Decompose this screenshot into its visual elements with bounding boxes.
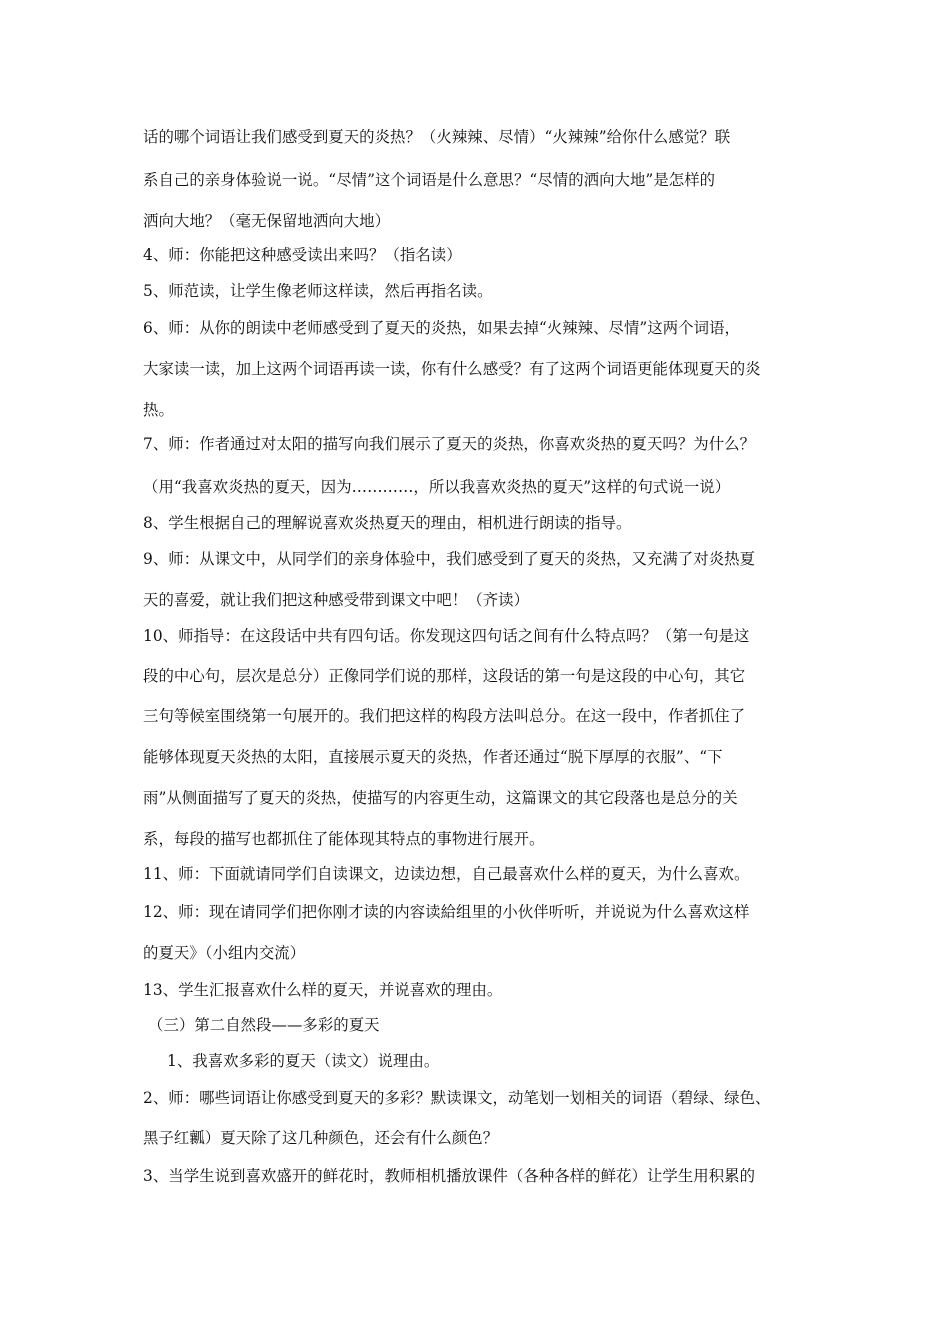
text-line: 7、师：作者通过对太阳的描写向我们展示了夏天的炎热，你喜欢炎热的夏天吗？为什么？ xyxy=(143,435,756,453)
text-line: 5、师范读，让学生像老师这样读，然后再指名读。 xyxy=(143,282,493,300)
text-line: 三句等候室围绕第一句展开的。我们把这样的构段方法叫总分。在这一段中，作者抓住了 xyxy=(143,707,746,725)
text-line: 能够体现夏天炎热的太阳，直接展示夏天的炎热，作者还通过“脱下厚厚的衣服”、“下 xyxy=(143,748,723,766)
text-line: 4、师：你能把这种感受读出来吗？（指名读） xyxy=(143,246,462,264)
text-line: 12、师：现在请同学们把你刚才读的内容读給组里的小伙伴听听，并说说为什么喜欢这样 xyxy=(143,903,750,921)
text-line: 6、师：从你的朗读中老师感受到了夏天的炎热，如果去掉“火辣辣、尽情”这两个词语， xyxy=(143,319,740,337)
text-line: 雨”从侧面描写了夏天的炎热，使描写的内容更生动，这篇课文的其它段落也是总分的关 xyxy=(143,789,738,807)
text-line: 1、我喜欢多彩的夏天（读文）说理由。 xyxy=(167,1052,440,1070)
text-line: 大家读一读，加上这两个词语再读一读，你有什么感受？有了这两个词语更能体现夏天的炎 xyxy=(143,360,761,378)
text-line: 2、师：哪些词语让你感受到夏天的多彩？默读课文，动笔划一划相关的词语（碧绿、绿色、 xyxy=(143,1089,771,1107)
text-line: 8、学生根据自己的理解说喜欢炎热夏天的理由，相机进行朗读的指导。 xyxy=(143,514,632,532)
text-line: （用“我喜欢炎热的夏天，因为…………，所以我喜欢炎热的夏天”这样的句式说一说） xyxy=(143,478,731,496)
text-line: 洒向大地？（毫无保留地洒向大地） xyxy=(143,212,391,230)
text-line: 13、学生汇报喜欢什么样的夏天，并说喜欢的理由。 xyxy=(143,981,503,999)
text-line: 10、师指导：在这段话中共有四句话。你发现这四句话之间有什么特点吗？（第一句是这 xyxy=(143,627,750,645)
text-line: 9、师：从课文中，从同学们的亲身体验中，我们感受到了夏天的炎热，又充满了对炎热夏 xyxy=(143,550,756,568)
text-line: 系，每段的描写也都抓住了能体现其特点的事物进行展开。 xyxy=(143,830,545,848)
text-line: 天的喜爱，就让我们把这种感受带到课文中吧！（齐读） xyxy=(143,591,530,609)
text-line: 话的哪个词语让我们感受到夏天的炎热？（火辣辣、尽情）“火辣辣”给你什么感觉？联 xyxy=(143,128,731,146)
text-line: 系自己的亲身体验说一说。“尽情”这个词语是什么意思？“尽情的洒向大地”是怎样的 xyxy=(143,171,716,189)
text-line: 11、师：下面就请同学们自读课文，边读边想，自己最喜欢什么样的夏天，为什么喜欢。 xyxy=(143,865,750,883)
text-line: 黑子红瓤）夏天除了这几种颜色，还会有什么颜色？ xyxy=(143,1129,499,1147)
text-line: 3、当学生说到喜欢盛开的鲜花时，教师相机播放课件（各种各样的鲜花）让学生用积累的 xyxy=(143,1167,756,1185)
text-line: 的夏天》（小组内交流） xyxy=(143,944,306,962)
text-line: 热。 xyxy=(143,401,174,419)
text-line: 段的中心句，层次是总分）正像同学们说的那样，这段话的第一句是这段的中心句，其它 xyxy=(143,667,746,685)
section-heading: （三）第二自然段——多彩的夏天 xyxy=(148,1016,380,1034)
